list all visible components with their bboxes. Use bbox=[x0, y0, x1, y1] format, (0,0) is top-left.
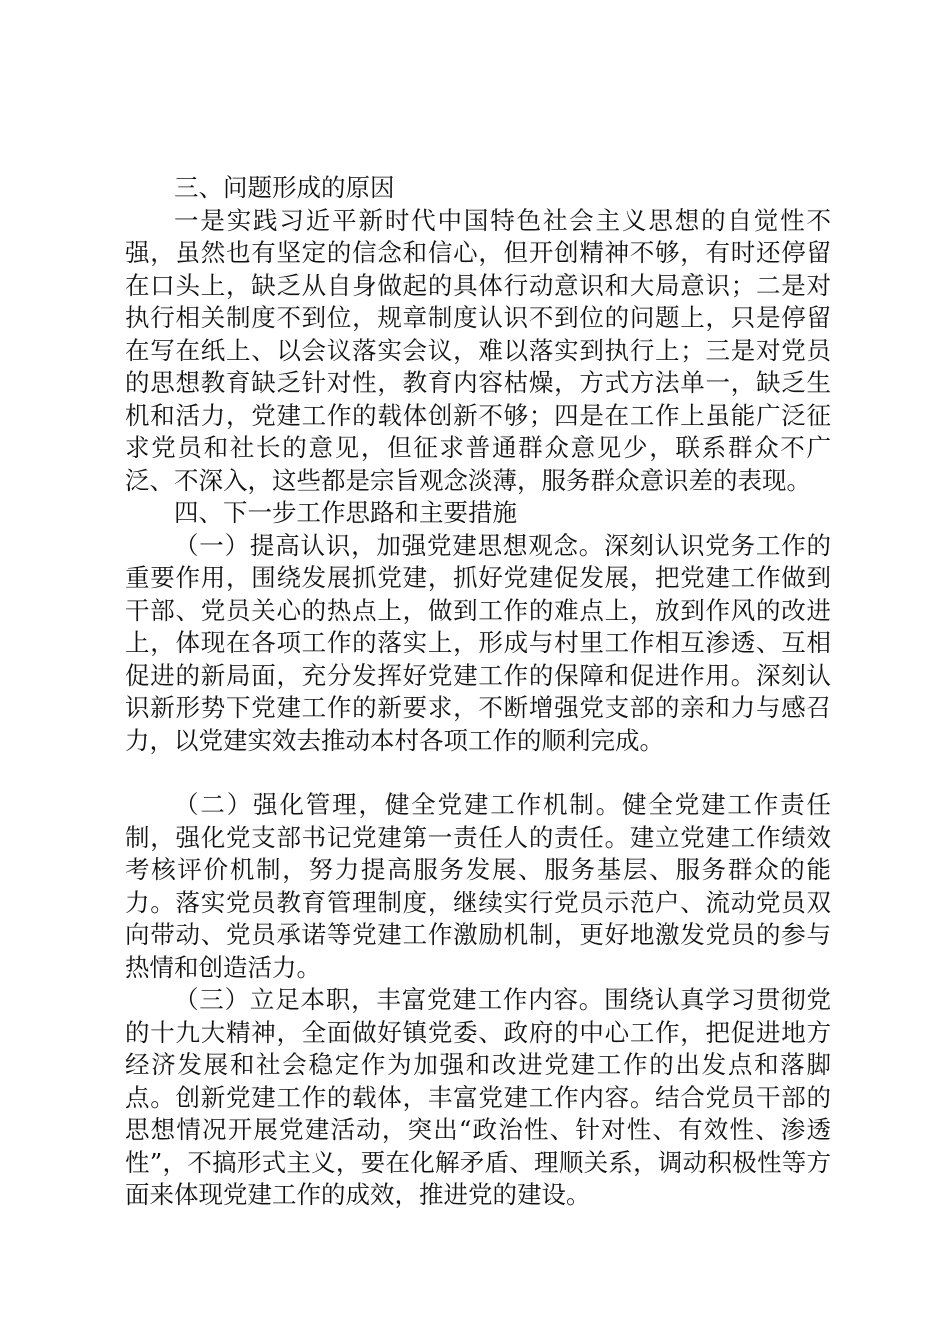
section-4-item-1: （一）提高认识，加强党建思想观念。深刻认识党务工作的重要作用，围绕发展抓党建，抓好党建促发展，把党建工作做到干部、党员关心的热点上，做到工作的难点上，放到作风的改进上，体现在各项工作的落实上，形成与村里工作相互渗透、互相促进的新局面，充分发挥好党建工作的保障和促进作用。深刻认识新形势下党建工作的新要求，不断增强党支部的亲和力与感召力，以党建实效去推动本村各项工作的顺利完成。 bbox=[125, 530, 831, 755]
section-4-item-2: （二）强化管理，健全党建工作机制。健全党建工作责任制，强化党支部书记党建第一责任人的责任。建立党建工作绩效考核评价机制，努力提高服务发展、服务基层、服务群众的能力。落实党员教育管理制度，继续实行党员示范户、流动党员双向带动、党员承诺等党建工作激励机制，更好地激发党员的参与热情和创造活力。 bbox=[125, 790, 831, 982]
section-4-item-3: （三）立足本职，丰富党建工作内容。围绕认真学习贯彻党的十九大精神，全面做好镇党委、政府的中心工作，把促进地方经济发展和社会稳定作为加强和改进党建工作的出发点和落脚点。创新党建工作的载体，丰富党建工作内容。结合党员干部的思想情况开展党建活动，突出“政治性、针对性、有效性、渗透性”，不搞形式主义，要在化解矛盾、理顺关系，调动积极性等方面来体现党建工作的成效，推进党的建设。 bbox=[125, 985, 831, 1209]
section-3-heading: 三、问题形成的原因 bbox=[174, 173, 395, 202]
section-4-heading: 四、下一步工作思路和主要措施 bbox=[174, 498, 517, 527]
document-page bbox=[125, 172, 831, 1212]
section-3-body: 一是实践习近平新时代中国特色社会主义思想的自觉性不强，虽然也有坚定的信念和信心，但开创精神不够，有时还停留在口头上，缺乏从自身做起的具体行动意识和大局意识；二是对执行相关制度不到位，规章制度认识不到位的问题上，只是停留在写在纸上、以会议落实会议，难以落实到执行上；三是对党员的思想教育缺乏针对性，教育内容枯燥，方式方法单一，缺乏生机和活力，党建工作的载体创新不够；四是在工作上虽能广泛征求党员和社长的意见，但征求普通群众意见少，联系群众不广泛、不深入，这些都是宗旨观念淡薄，服务群众意识差的表现。 bbox=[125, 205, 831, 495]
